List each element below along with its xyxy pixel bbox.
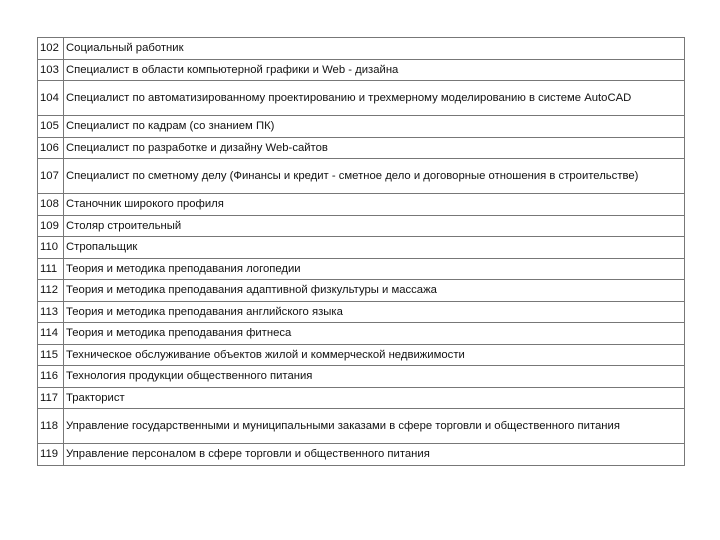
table-row [38, 280, 685, 302]
table-row [38, 301, 685, 323]
course-list-table [37, 37, 685, 466]
row-number: 105 [38, 116, 64, 138]
course-list-body [38, 38, 685, 466]
table-row [38, 137, 685, 159]
row-number: 118 [38, 409, 64, 444]
row-number: 111 [38, 258, 64, 280]
course-name: Социальный работник [64, 38, 685, 60]
row-number: 107 [38, 159, 64, 194]
table-row [38, 344, 685, 366]
table-row [38, 387, 685, 409]
course-name: Теория и методика преподавания логопедии [64, 258, 685, 280]
row-number: 109 [38, 215, 64, 237]
course-name: Теория и методика преподавания английского языка [64, 301, 685, 323]
table-row [38, 215, 685, 237]
table-row [38, 237, 685, 259]
table-row [38, 38, 685, 60]
row-number: 119 [38, 444, 64, 466]
table-row [38, 444, 685, 466]
course-name: Управление персоналом в сфере торговли и общественного питания [64, 444, 685, 466]
course-name: Теория и методика преподавания фитнеса [64, 323, 685, 345]
row-number: 115 [38, 344, 64, 366]
table-row [38, 194, 685, 216]
table-row [38, 258, 685, 280]
row-number: 104 [38, 81, 64, 116]
table-row [38, 81, 685, 116]
course-name: Столяр строительный [64, 215, 685, 237]
course-name: Технология продукции общественного питания [64, 366, 685, 388]
row-number: 110 [38, 237, 64, 259]
row-number: 113 [38, 301, 64, 323]
course-name: Специалист по сметному делу (Финансы и кредит - сметное дело и договорные отношения в строительстве) [64, 159, 685, 194]
table-row [38, 409, 685, 444]
course-name: Стропальщик [64, 237, 685, 259]
row-number: 106 [38, 137, 64, 159]
table-row [38, 59, 685, 81]
row-number: 114 [38, 323, 64, 345]
course-name: Управление государственными и муниципальными заказами в сфере торговли и общественного питания [64, 409, 685, 444]
table-row [38, 116, 685, 138]
row-number: 112 [38, 280, 64, 302]
course-name: Теория и методика преподавания адаптивной физкультуры и массажа [64, 280, 685, 302]
course-name: Станочник широкого профиля [64, 194, 685, 216]
course-name: Специалист по кадрам (со знанием ПК) [64, 116, 685, 138]
course-name: Специалист по автоматизированному проектированию и трехмерному моделированию в системе AutoCAD [64, 81, 685, 116]
row-number: 102 [38, 38, 64, 60]
row-number: 108 [38, 194, 64, 216]
table-row [38, 159, 685, 194]
row-number: 117 [38, 387, 64, 409]
table-row [38, 366, 685, 388]
row-number: 103 [38, 59, 64, 81]
course-name: Специалист по разработке и дизайну Web-сайтов [64, 137, 685, 159]
course-name: Специалист в области компьютерной графики и Web - дизайна [64, 59, 685, 81]
course-name: Техническое обслуживание объектов жилой и коммерческой недвижимости [64, 344, 685, 366]
row-number: 116 [38, 366, 64, 388]
course-name: Тракторист [64, 387, 685, 409]
table-row [38, 323, 685, 345]
